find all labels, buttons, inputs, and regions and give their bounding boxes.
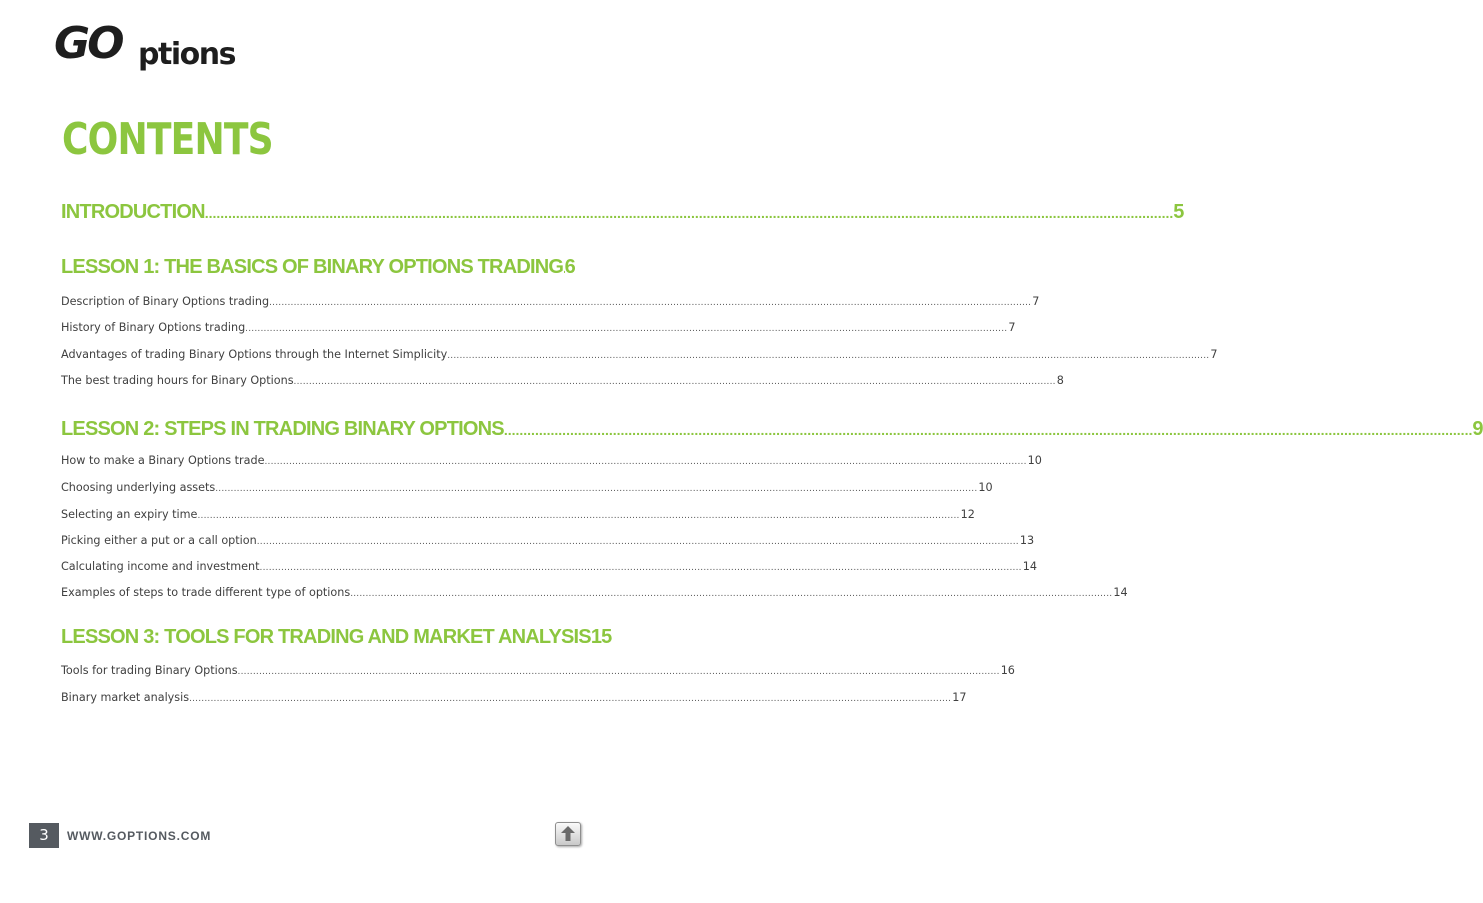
toc-page-number: 16: [1000, 664, 1015, 677]
toc-item[interactable]: [61, 534, 1035, 547]
toc-heading-label: LESSON 1: THE BASICS OF BINARY OPTIONS TRADING: [61, 256, 564, 278]
logo-ptions: ptions: [138, 37, 235, 72]
toc-item[interactable]: [61, 295, 1040, 308]
dot-leader: [504, 422, 1473, 438]
toc-item-label: Selecting an expiry time: [61, 508, 198, 521]
dot-leader: [294, 377, 1056, 387]
toc-item[interactable]: [61, 348, 1218, 361]
toc-item[interactable]: [61, 508, 975, 521]
toc-item[interactable]: [61, 374, 1064, 387]
toc-item-label: History of Binary Options trading: [61, 321, 246, 334]
dot-leader: [245, 324, 1007, 334]
toc-item-label: How to make a Binary Options trade: [61, 454, 265, 467]
toc-page-number: 14: [1113, 586, 1128, 599]
toc-page-number: 10: [1027, 454, 1042, 467]
dot-leader: [257, 537, 1019, 547]
toc-page-number: 10: [978, 481, 993, 494]
dot-leader: [350, 589, 1112, 599]
toc-page-number: 12: [960, 508, 975, 521]
dot-leader: [189, 694, 951, 704]
toc-item-label: Binary market analysis: [61, 691, 190, 704]
footer-page-number: 3: [29, 823, 59, 848]
toc-heading-lesson-2[interactable]: [61, 418, 1483, 441]
scroll-to-top-button[interactable]: [555, 822, 581, 846]
toc-item[interactable]: [61, 321, 1016, 334]
toc-page-number: 13: [1019, 534, 1035, 547]
footer-website-link[interactable]: WWW.GOPTIONS.COM: [67, 829, 212, 843]
dot-leader: [215, 484, 977, 494]
toc-page-number: 5: [1173, 201, 1184, 223]
toc-item-label: Choosing underlying assets: [61, 481, 216, 494]
dot-leader: [265, 457, 1027, 467]
toc-item-label: Examples of steps to trade different type of options: [61, 586, 351, 599]
toc-heading-label: INTRODUCTION: [61, 201, 205, 223]
dot-leader: [205, 205, 1174, 221]
toc-page-number: 6: [564, 256, 575, 278]
toc-page-number: 15: [590, 626, 612, 648]
dot-leader: [447, 351, 1209, 361]
toc-item[interactable]: [61, 560, 1037, 573]
toc-page-number: 8: [1056, 374, 1064, 387]
toc-page-number: 9: [1472, 418, 1483, 440]
toc-item[interactable]: [61, 481, 993, 494]
toc-page-number: 7: [1008, 321, 1016, 334]
toc-item-label: Tools for trading Binary Options: [61, 664, 238, 677]
toc-page-number: 7: [1032, 295, 1040, 308]
logo-go: GO: [54, 18, 122, 69]
toc-item-label: Calculating income and investment: [61, 560, 260, 573]
toc-heading-lesson-3[interactable]: [61, 626, 612, 649]
toc-heading-lesson-1[interactable]: [61, 256, 575, 279]
dot-leader: [197, 511, 959, 521]
toc-item[interactable]: [61, 691, 967, 704]
toc-page-number: 7: [1210, 348, 1218, 361]
toc-page-number: 17: [952, 691, 967, 704]
toc-item[interactable]: [61, 454, 1042, 467]
toc-item-label: Advantages of trading Binary Options through the Internet Simplicity: [61, 348, 448, 361]
dot-leader: [269, 298, 1031, 308]
toc-page-number: 14: [1022, 560, 1037, 573]
toc-item[interactable]: [61, 586, 1128, 599]
toc-item-label: The best trading hours for Binary Options: [61, 374, 294, 387]
toc-item-label: Description of Binary Options trading: [61, 295, 270, 308]
toc-heading-label: LESSON 3: TOOLS FOR TRADING AND MARKET ANALYSIS: [61, 626, 591, 648]
toc-item[interactable]: [61, 664, 1015, 677]
toc-item-label: Picking either a put or a call option: [61, 534, 257, 547]
dot-leader: [238, 667, 1000, 677]
page-title: CONTENTS: [62, 114, 273, 165]
toc-heading-introduction[interactable]: [61, 201, 1184, 224]
toc-heading-label: LESSON 2: STEPS IN TRADING BINARY OPTIONS: [61, 418, 504, 440]
up-arrow-icon: [561, 826, 575, 841]
dot-leader: [260, 563, 1022, 573]
